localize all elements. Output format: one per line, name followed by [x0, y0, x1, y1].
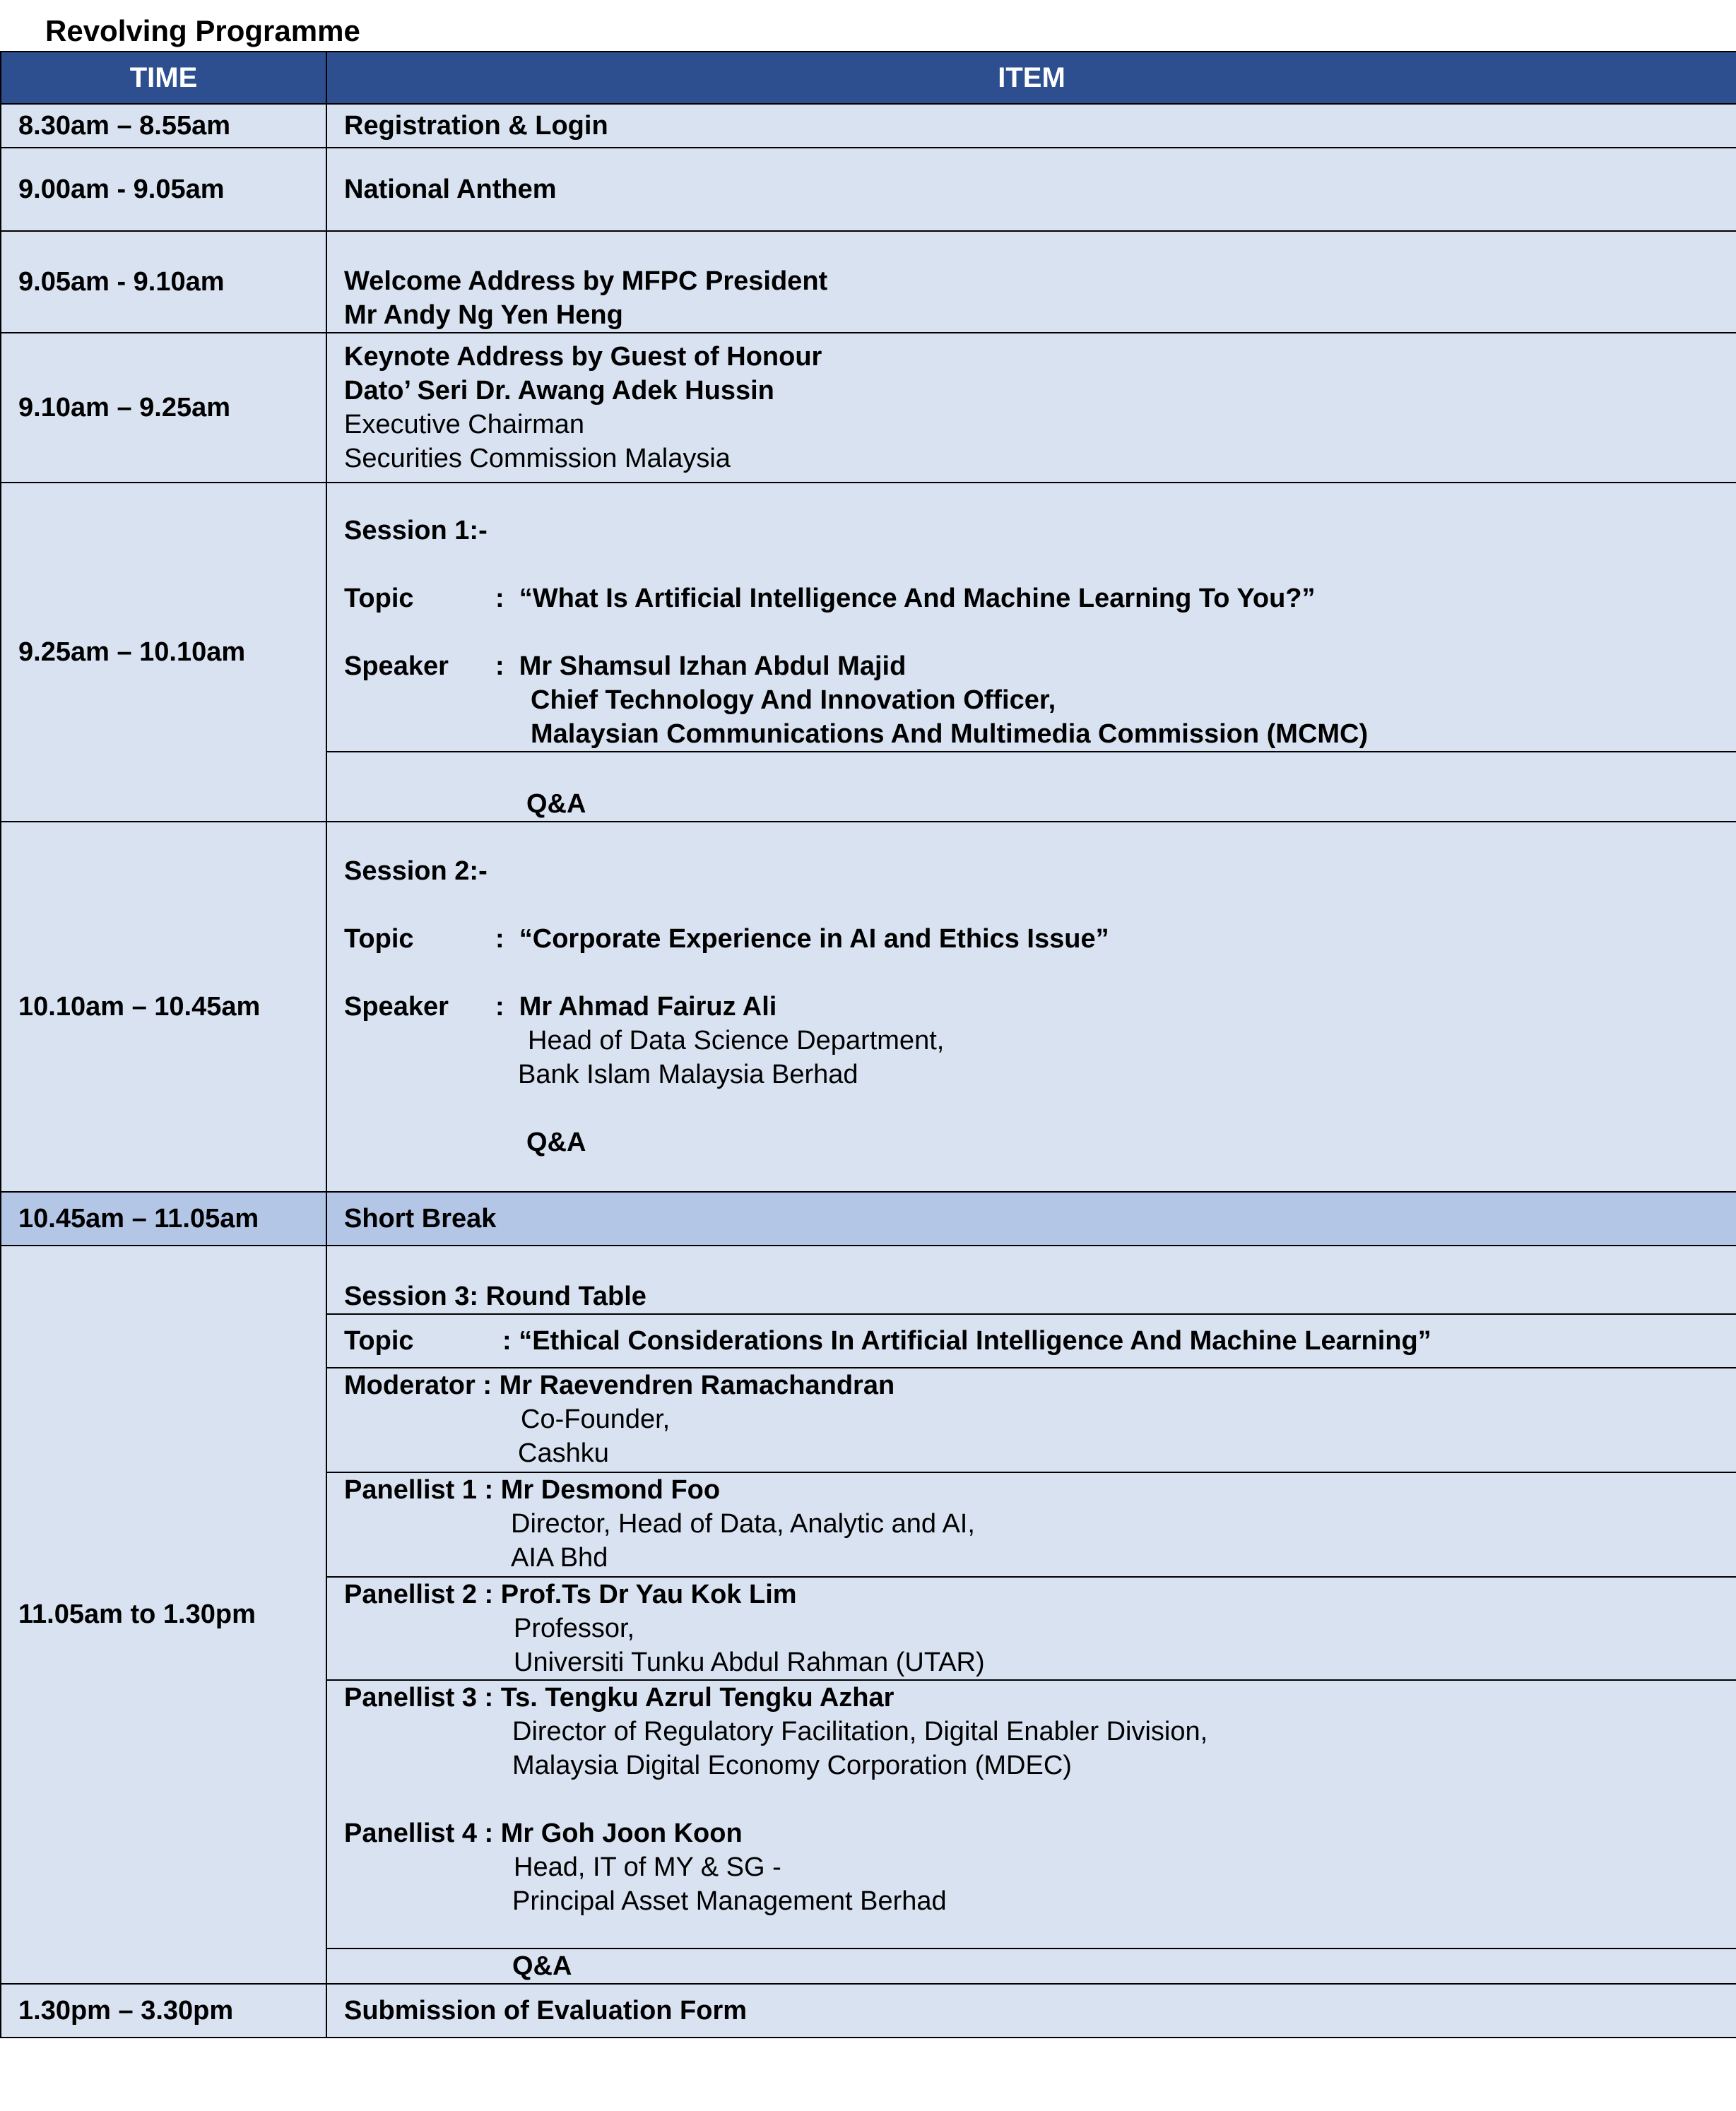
item-cell — [326, 822, 1736, 1192]
time-cell: 9.05am - 9.10am — [1, 231, 326, 333]
qa-label: Q&A — [526, 789, 586, 819]
speaker-name: : Mr Shamsul Izhan Abdul Majid — [495, 651, 907, 681]
welcome-address: Welcome Address by MFPC President — [344, 266, 828, 296]
session-heading: Session 1:- — [344, 516, 488, 545]
page-title: Revolving Programme — [45, 14, 360, 47]
keynote-address: Keynote Address by Guest of Honour — [344, 342, 822, 372]
panellist-name: Ts. Tengku Azrul Tengku Azhar — [500, 1683, 894, 1713]
item-cell — [326, 1192, 1736, 1246]
session-3-block — [327, 1246, 1736, 1983]
table-row — [1, 822, 1736, 1192]
table-row — [1, 1984, 1736, 2038]
speaker-label: Speaker — [344, 651, 449, 681]
item-cell — [326, 148, 1736, 231]
item-cell — [326, 1984, 1736, 2038]
session-1-block — [327, 483, 1736, 821]
panellist-4 — [344, 1816, 1736, 1918]
moderator-label: Moderator — [344, 1371, 476, 1400]
panellist-label: Panellist 4 : — [344, 1819, 501, 1848]
time-cell: 11.05am to 1.30pm — [1, 1246, 326, 1984]
session-heading: Session 3: Round Table — [344, 1282, 646, 1311]
panellist-organisation: Malaysia Digital Economy Corporation (MDEC) — [512, 1751, 1072, 1780]
panellist-2 — [327, 1578, 1736, 1679]
time-cell: 8.30am – 8.55am — [1, 104, 326, 148]
table-row — [1, 148, 1736, 231]
table-row — [1, 104, 1736, 148]
speaker-organisation: Malaysian Communications And Multimedia Commission (MCMC) — [531, 719, 1369, 749]
table-row — [1, 333, 1736, 483]
table-row — [1, 231, 1736, 333]
qa-label: Q&A — [512, 1951, 572, 1981]
qa-label: Q&A — [526, 1128, 586, 1157]
column-header-item: ITEM — [326, 52, 1736, 104]
guest-organisation: Securities Commission Malaysia — [344, 444, 731, 473]
panellist-label: Panellist 2 : — [344, 1580, 501, 1609]
item-cell — [326, 1246, 1736, 1984]
item-cell — [326, 231, 1736, 333]
time-cell: 9.25am – 10.10am — [1, 483, 326, 822]
panellist-title: Director of Regulatory Facilitation, Digital Enabler Division, — [512, 1717, 1208, 1746]
topic-label: Topic — [344, 584, 414, 613]
item-cell — [326, 333, 1736, 483]
item-text: National Anthem — [344, 174, 557, 204]
topic-text: : “Ethical Considerations In Artificial Intelligence And Machine Learning” — [502, 1326, 1431, 1356]
speaker-organisation: Bank Islam Malaysia Berhad — [518, 1060, 858, 1089]
speaker-label: Speaker — [344, 992, 449, 1022]
guest-name: Dato’ Seri Dr. Awang Adek Hussin — [344, 376, 774, 406]
speaker-title: Head of Data Science Department, — [528, 1026, 945, 1056]
panellist-label: Panellist 1 : — [344, 1475, 501, 1505]
table-row — [1, 1246, 1736, 1984]
time-cell: 10.45am – 11.05am — [1, 1192, 326, 1246]
panellist-title: Director, Head of Data, Analytic and AI, — [511, 1509, 975, 1539]
session-heading: Session 2:- — [344, 856, 488, 886]
speaker-name: : Mr Ahmad Fairuz Ali — [495, 992, 777, 1022]
topic-label: Topic — [344, 1326, 414, 1356]
moderator-title: Co-Founder, — [521, 1405, 671, 1434]
item-text: Short Break — [344, 1203, 497, 1234]
item-cell — [326, 483, 1736, 822]
guest-title: Executive Chairman — [344, 410, 585, 439]
item-text: Registration & Login — [344, 110, 608, 141]
table-row — [1, 483, 1736, 822]
time-cell: 1.30pm – 3.30pm — [1, 1984, 326, 2038]
panellist-name: Mr Goh Joon Koon — [500, 1819, 743, 1848]
moderator-organisation: Cashku — [518, 1438, 609, 1468]
panellist-1 — [327, 1473, 1736, 1575]
topic-text: : “Corporate Experience in AI and Ethics Issue” — [495, 924, 1109, 954]
panellist-organisation: Universiti Tunku Abdul Rahman (UTAR) — [514, 1648, 985, 1677]
panellist-3 — [344, 1681, 1736, 1782]
table-row-break — [1, 1192, 1736, 1246]
panellist-name: Prof.Ts Dr Yau Kok Lim — [500, 1580, 797, 1609]
item-cell — [326, 104, 1736, 148]
topic-label: Topic — [344, 924, 414, 954]
time-cell: 9.00am - 9.05am — [1, 148, 326, 231]
moderator-name: : Mr Raevendren Ramachandran — [475, 1371, 895, 1400]
topic-text: : “What Is Artificial Intelligence And Machine Learning To You?” — [495, 584, 1316, 613]
speaker-name: Mr Andy Ng Yen Heng — [344, 300, 623, 330]
schedule-table — [0, 51, 1736, 2038]
column-header-time: TIME — [1, 52, 326, 104]
panellist-organisation: Principal Asset Management Berhad — [512, 1886, 947, 1916]
panellist-title: Head, IT of MY & SG - — [514, 1852, 781, 1882]
speaker-title: Chief Technology And Innovation Officer, — [531, 685, 1056, 715]
table-header-row — [1, 52, 1736, 104]
panellist-organisation: AIA Bhd — [511, 1543, 608, 1573]
panellist-label: Panellist 3 : — [344, 1683, 501, 1713]
panellist-name: Mr Desmond Foo — [500, 1475, 721, 1505]
item-text: Submission of Evaluation Form — [344, 1995, 748, 2026]
time-cell: 9.10am – 9.25am — [1, 333, 326, 483]
time-cell: 10.10am – 10.45am — [1, 822, 326, 1192]
panellist-title: Professor, — [514, 1614, 635, 1643]
